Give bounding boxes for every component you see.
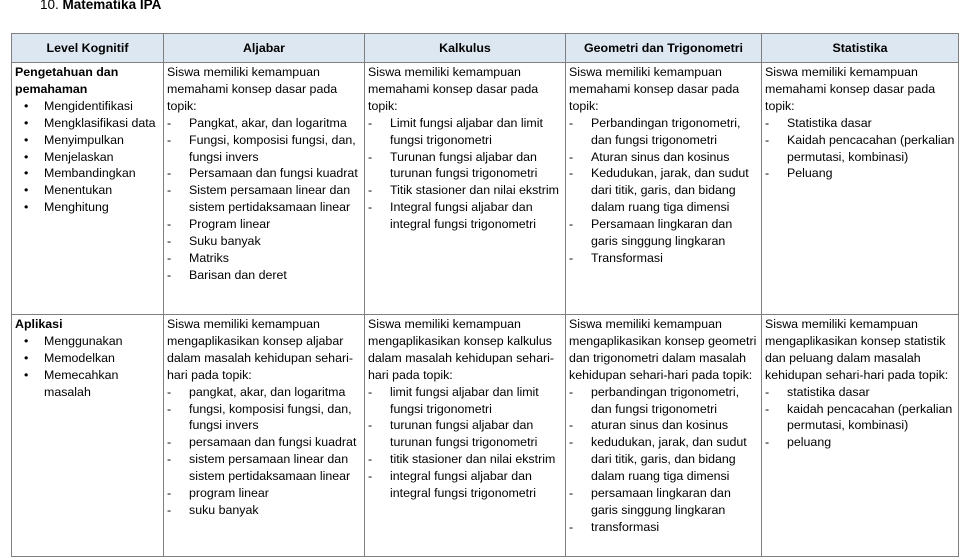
- topic-item: - fungsi, komposisi fungsi, dan, fungsi invers: [167, 401, 361, 435]
- topic-item: - kaidah pencacahan (perkalian permutasi, kombinasi): [765, 401, 955, 435]
- topic-item: - Kaidah pencacahan (perkalian permutasi, kombinasi): [765, 132, 955, 166]
- header-level: Level Kognitif: [12, 34, 164, 63]
- topic-item: - Aturan sinus dan kosinus: [569, 149, 758, 166]
- topic-item: - Persamaan dan fungsi kuadrat: [167, 165, 361, 182]
- topic-item: - integral fungsi aljabar dan integral fungsi trigonometri: [368, 468, 562, 502]
- cell-intro: Siswa memiliki kemampuan memahami konsep dasar pada topik:: [167, 65, 338, 113]
- topic-list: [569, 384, 758, 536]
- topic-item: - Fungsi, komposisi fungsi, dan, fungsi invers: [167, 132, 361, 166]
- cell-kalkulus: [365, 63, 566, 315]
- verb-item: • Membandingkan: [15, 165, 160, 182]
- topic-list: [368, 115, 562, 233]
- cell-intro: Siswa memiliki kemampuan mengaplikasikan konsep statistik dan peluang dalam masalah kehidupan sehari-hari pada topik:: [765, 317, 949, 382]
- topic-item: - Integral fungsi aljabar dan integral fungsi trigonometri: [368, 199, 562, 233]
- topic-item: - Peluang: [765, 165, 955, 182]
- cell-aljabar: [164, 315, 365, 557]
- section-title: Matematika IPA: [62, 0, 162, 12]
- header-statistika: Statistika: [762, 34, 959, 63]
- verb-list: [15, 98, 160, 216]
- verb-item: • Menentukan: [15, 182, 160, 199]
- topic-list: [765, 384, 955, 452]
- table-row: [12, 315, 959, 557]
- header-geometri: Geometri dan Trigonometri: [566, 34, 762, 63]
- topic-item: - transformasi: [569, 519, 758, 536]
- table-row: [12, 63, 959, 315]
- cell-aljabar: [164, 63, 365, 315]
- topic-item: - titik stasioner dan nilai ekstrim: [368, 451, 562, 468]
- topic-item: - Perbandingan trigonometri, dan fungsi trigonometri: [569, 115, 758, 149]
- cell-kalkulus: [365, 315, 566, 557]
- cell-intro: Siswa memiliki kemampuan memahami konsep dasar pada topik:: [569, 65, 740, 113]
- verb-item: • Memecahkan masalah: [15, 367, 160, 401]
- cell-intro: Siswa memiliki kemampuan mengaplikasikan konsep geometri dan trigonometri dalam masalah kehidupan sehari-hari pada topik:: [569, 317, 757, 382]
- section-heading: [40, 0, 161, 14]
- topic-item: - Barisan dan deret: [167, 267, 361, 284]
- verb-item: • Mengidentifikasi: [15, 98, 160, 115]
- topic-item: - Limit fungsi aljabar dan limit fungsi trigonometri: [368, 115, 562, 149]
- topic-list: [167, 384, 361, 519]
- cell-statistika: [762, 63, 959, 315]
- cell-statistika: [762, 315, 959, 557]
- topic-item: - persamaan lingkaran dan garis singgung lingkaran: [569, 485, 758, 519]
- topic-item: - limit fungsi aljabar dan limit fungsi trigonometri: [368, 384, 562, 418]
- topic-item: - Program linear: [167, 216, 361, 233]
- topic-item: - aturan sinus dan kosinus: [569, 417, 758, 434]
- verb-item: • Menghitung: [15, 199, 160, 216]
- level-cell: [12, 63, 164, 315]
- level-title: Pengetahuan dan pemahaman: [15, 65, 119, 96]
- topic-list: [765, 115, 955, 183]
- verb-item: • Mengklasifikasi data: [15, 115, 160, 132]
- topic-item: - Statistika dasar: [765, 115, 955, 132]
- topic-item: - sistem persamaan linear dan sistem pertidaksamaan linear: [167, 451, 361, 485]
- section-number: 10.: [40, 0, 59, 12]
- topic-item: - Pangkat, akar, dan logaritma: [167, 115, 361, 132]
- topic-item: - Turunan fungsi aljabar dan turunan fungsi trigonometri: [368, 149, 562, 183]
- verb-item: • Menyimpulkan: [15, 132, 160, 149]
- topic-list: [167, 115, 361, 284]
- header-row: [12, 34, 959, 63]
- cell-intro: Siswa memiliki kemampuan memahami konsep dasar pada topik:: [765, 65, 936, 113]
- topic-item: - persamaan dan fungsi kuadrat: [167, 434, 361, 451]
- verb-item: • Menjelaskan: [15, 149, 160, 166]
- cell-geometri: [566, 315, 762, 557]
- cell-intro: Siswa memiliki kemampuan mengaplikasikan konsep kalkulus dalam masalah kehidupan sehari-hari pada topik:: [368, 317, 554, 382]
- topic-item: - Persamaan lingkaran dan garis singgung lingkaran: [569, 216, 758, 250]
- topic-item: - Suku banyak: [167, 233, 361, 250]
- header-kalkulus: Kalkulus: [365, 34, 566, 63]
- verb-item: • Menggunakan: [15, 333, 160, 350]
- topic-item: - perbandingan trigonometri, dan fungsi trigonometri: [569, 384, 758, 418]
- topic-list: [569, 115, 758, 267]
- topic-item: - kedudukan, jarak, dan sudut dari titik, garis, dan bidang dalam ruang tiga dimensi: [569, 434, 758, 485]
- topic-item: - Kedudukan, jarak, dan sudut dari titik, garis, dan bidang dalam ruang tiga dimensi: [569, 165, 758, 216]
- topic-item: - statistika dasar: [765, 384, 955, 401]
- topic-item: - pangkat, akar, dan logaritma: [167, 384, 361, 401]
- competency-table: [11, 33, 959, 557]
- topic-item: - program linear: [167, 485, 361, 502]
- cell-geometri: [566, 63, 762, 315]
- cell-intro: Siswa memiliki kemampuan memahami konsep dasar pada topik:: [368, 65, 539, 113]
- topic-item: - peluang: [765, 434, 955, 451]
- topic-item: - Titik stasioner dan nilai ekstrim: [368, 182, 562, 199]
- topic-item: - Sistem persamaan linear dan sistem pertidaksamaan linear: [167, 182, 361, 216]
- level-title: Aplikasi: [15, 317, 63, 331]
- topic-item: - suku banyak: [167, 502, 361, 519]
- verb-item: • Memodelkan: [15, 350, 160, 367]
- level-cell: [12, 315, 164, 557]
- topic-item: - Transformasi: [569, 250, 758, 267]
- topic-item: - Matriks: [167, 250, 361, 267]
- topic-list: [368, 384, 562, 502]
- topic-item: - turunan fungsi aljabar dan turunan fungsi trigonometri: [368, 417, 562, 451]
- cell-intro: Siswa memiliki kemampuan mengaplikasikan konsep aljabar dalam masalah kehidupan sehari-hari pada topik:: [167, 317, 353, 382]
- verb-list: [15, 333, 160, 401]
- header-aljabar: Aljabar: [164, 34, 365, 63]
